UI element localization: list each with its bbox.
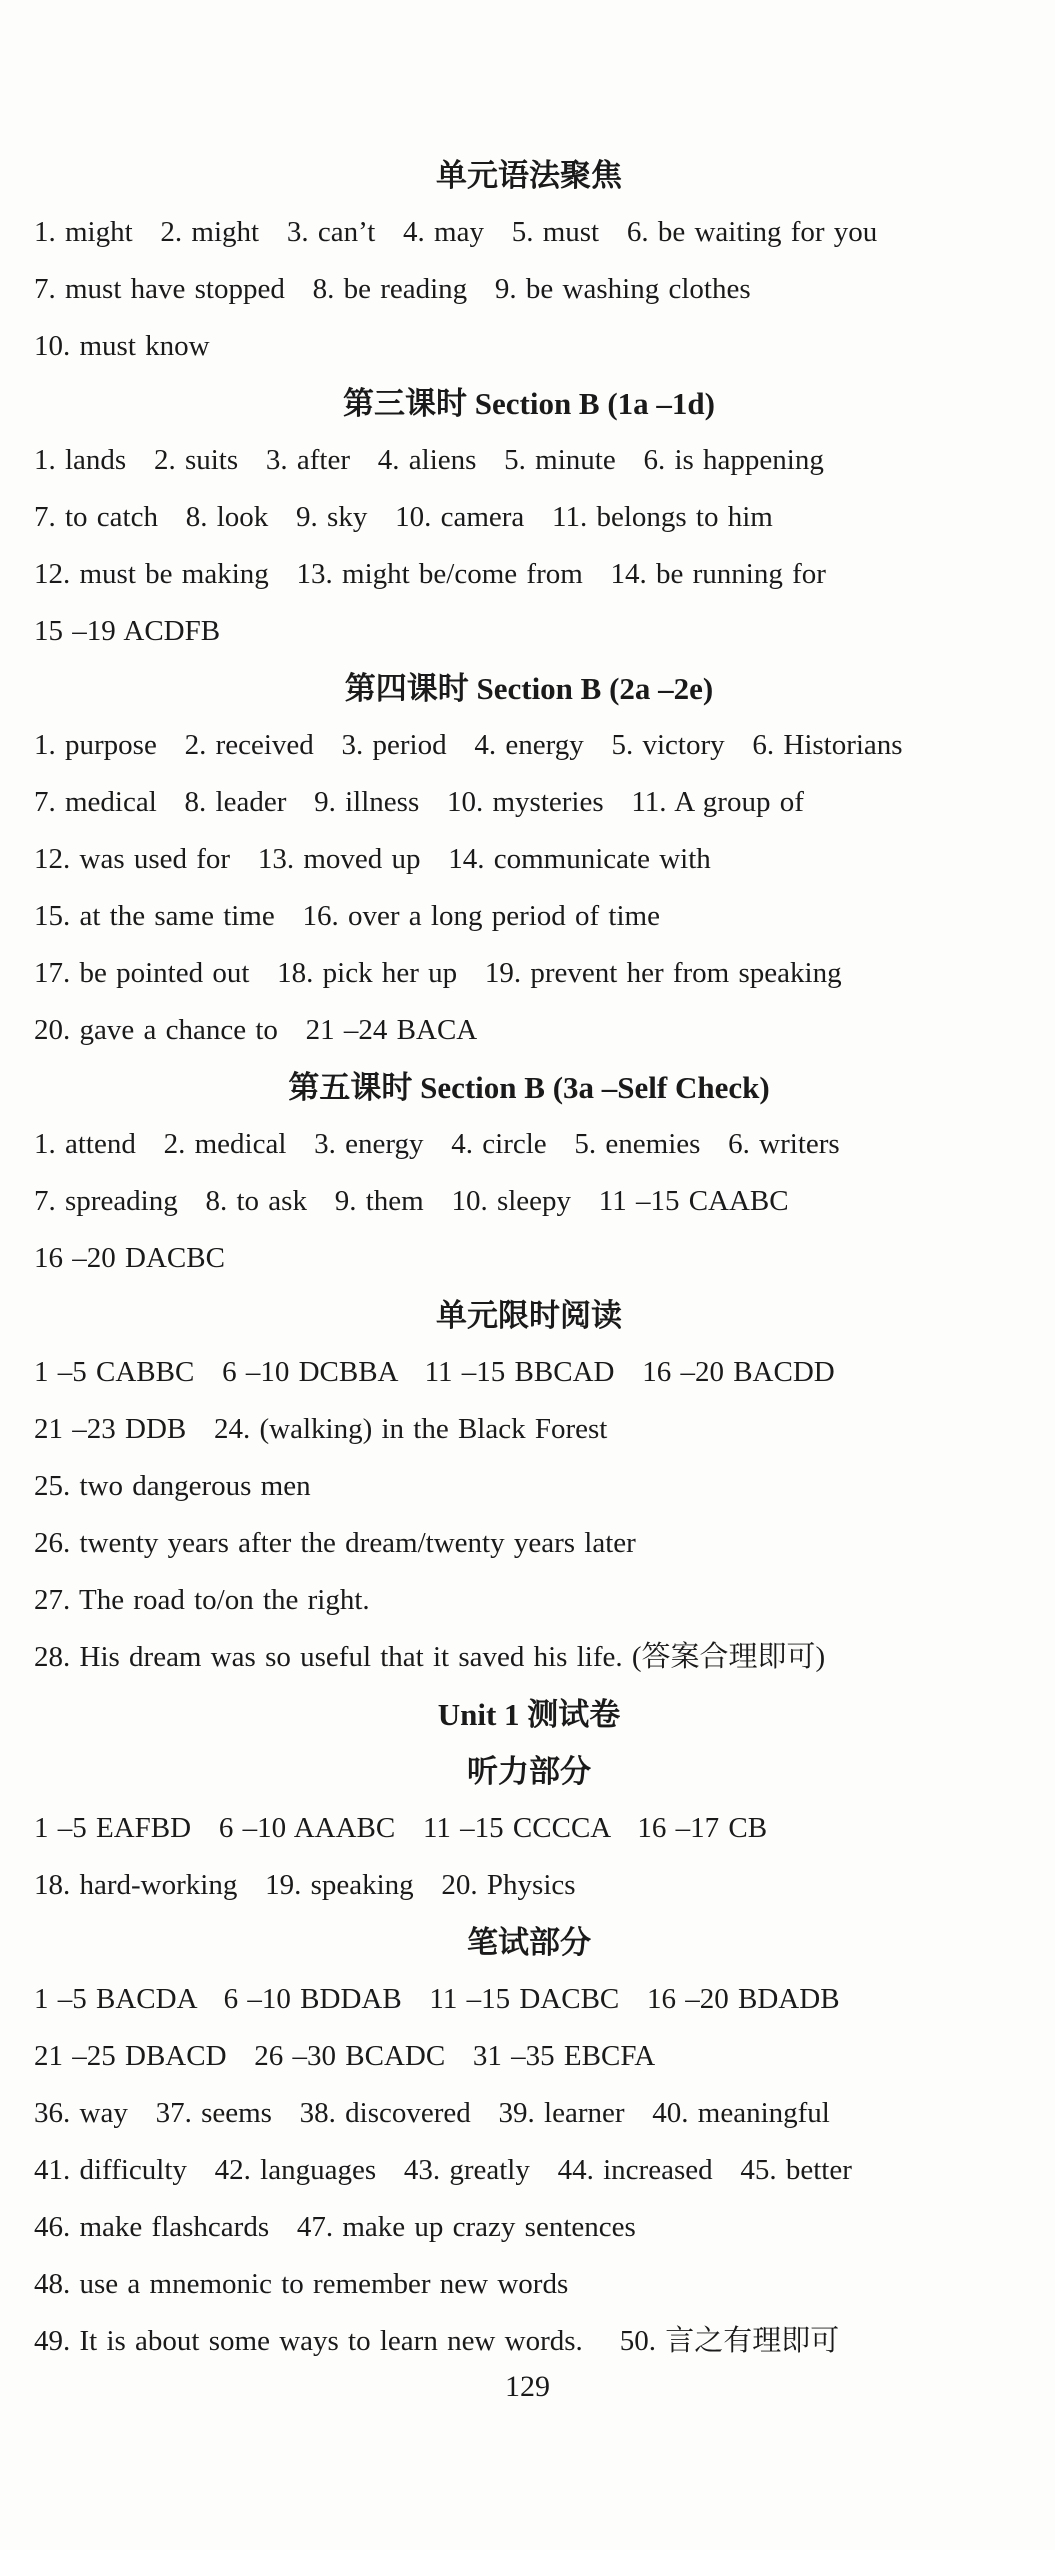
section-heading: 第五课时 Section B (3a –Self Check) (288, 1070, 770, 1105)
answer-line: 1. purpose 2. received 3. period 4. energy 5. victory 6. Historians (34, 729, 903, 761)
answer-line: 41. difficulty 42. languages 43. greatly 44. increased 45. better (34, 2154, 852, 2186)
section-heading: 笔试部分 (467, 1925, 591, 1960)
answer-line: 1 –5 CABBC 6 –10 DCBBA 11 –15 BBCAD 16 –20 BACDD (34, 1356, 835, 1388)
answer-line: 36. way 37. seems 38. discovered 39. learner 40. meaningful (34, 2097, 830, 2129)
answer-line: 46. make flashcards 47. make up crazy sentences (34, 2211, 636, 2243)
answer-line: 1 –5 BACDA 6 –10 BDDAB 11 –15 DACBC 16 –20 BDADB (34, 1983, 840, 2015)
answer-line: 12. must be making 13. might be/come from 14. be running for (34, 558, 826, 590)
answer-line: 1 –5 EAFBD 6 –10 AAABC 11 –15 CCCCA 16 –17 CB (34, 1812, 768, 1844)
answer-line: 1. attend 2. medical 3. energy 4. circle 5. enemies 6. writers (34, 1128, 840, 1160)
answer-line: 7. to catch 8. look 9. sky 10. camera 11. belongs to him (34, 501, 773, 533)
answer-line: 12. was used for 13. moved up 14. communicate with (34, 843, 711, 875)
section-heading: 单元语法聚焦 (436, 158, 622, 193)
answer-line: 17. be pointed out 18. pick her up 19. prevent her from speaking (34, 957, 842, 989)
section-heading: 单元限时阅读 (436, 1298, 622, 1333)
answer-line: 25. two dangerous men (34, 1470, 311, 1502)
section-heading: 第三课时 Section B (1a –1d) (343, 386, 715, 421)
answer-line: 7. medical 8. leader 9. illness 10. mysteries 11. A group of (34, 786, 804, 818)
answer-line: 7. spreading 8. to ask 9. them 10. sleepy 11 –15 CAABC (34, 1185, 789, 1217)
answer-line: 16 –20 DACBC (34, 1242, 225, 1274)
answer-line: 26. twenty years after the dream/twenty years later (34, 1527, 636, 1559)
answer-line: 28. His dream was so useful that it saved his life. (答案合理即可) (34, 1641, 826, 1673)
answer-line: 7. must have stopped 8. be reading 9. be washing clothes (34, 273, 751, 305)
answer-line: 48. use a mnemonic to remember new words (34, 2268, 569, 2300)
answer-line: 1. lands 2. suits 3. after 4. aliens 5. minute 6. is happening (34, 444, 824, 476)
page-number: 129 (505, 2370, 550, 2403)
answer-line: 49. It is about some ways to learn new words. 50. 言之有理即可 (34, 2325, 840, 2357)
answer-line: 20. gave a chance to 21 –24 BACA (34, 1014, 478, 1046)
answer-line: 18. hard-working 19. speaking 20. Physics (34, 1869, 576, 1901)
answer-line: 10. must know (34, 330, 210, 362)
answer-line: 21 –23 DDB 24. (walking) in the Black Forest (34, 1413, 608, 1445)
answer-line: 27. The road to/on the right. (34, 1584, 370, 1616)
answer-line: 15. at the same time 16. over a long period of time (34, 900, 660, 932)
answer-content (34, 147, 1024, 2370)
section-heading: Unit 1 测试卷 (437, 1697, 621, 1732)
section-heading: 第四课时 Section B (2a –2e) (344, 671, 714, 706)
answer-line: 1. might 2. might 3. can’t 4. may 5. must 6. be waiting for you (34, 216, 878, 248)
answer-line: 21 –25 DBACD 26 –30 BCADC 31 –35 EBCFA (34, 2040, 656, 2072)
section-heading: 听力部分 (467, 1754, 591, 1789)
answer-line: 15 –19 ACDFB (34, 615, 221, 647)
